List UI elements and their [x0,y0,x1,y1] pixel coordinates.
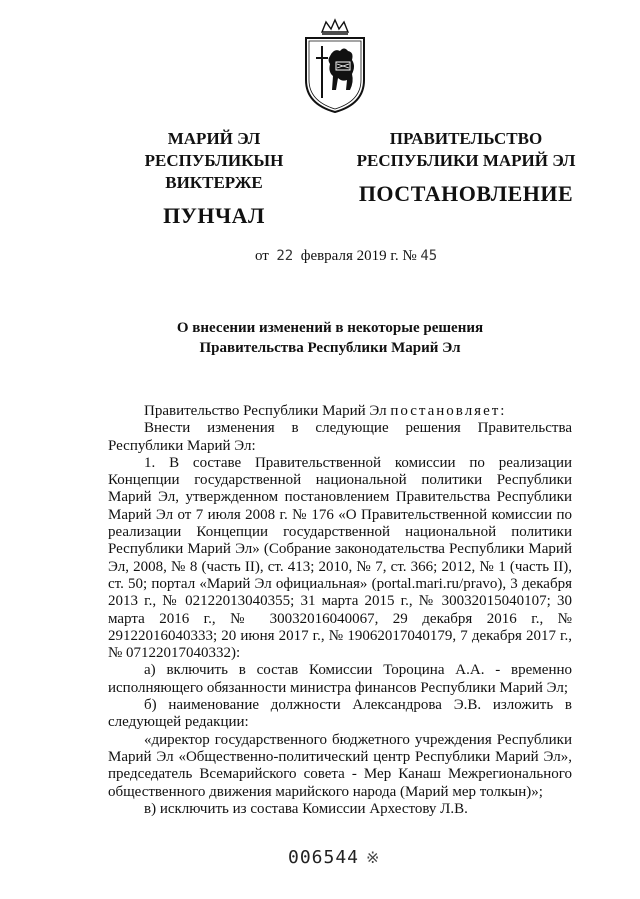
body-paragraph-5: «директор государственного бюджетного учреждения Республики Марий Эл «Общественно-политический центр Республики Марий Эл», председатель Всемарийского совета - Мер Канаш Межрегионального общественного движения марийского народа (Марий мер толкын)»; [108,731,572,800]
body-intro-text: Правительство Республики Марий Эл [144,403,391,419]
header-mari-line1: МАРИЙ ЭЛ РЕСПУБЛИКЫН [144,129,284,170]
header-russian-line1: ПРАВИТЕЛЬСТВО [389,129,543,148]
date-month-year: февраля 2019 г. № [300,248,417,264]
body-paragraph-4: б) наименование должности Александрова Э.В. изложить в следующей редакции: [108,697,572,731]
header-russian [352,128,580,208]
body-paragraph-1: Внести изменения в следующие решения Правительства Республики Марий Эл: [108,420,572,454]
body-paragraph-3: а) включить в состав Комиссии Тороцина А.А. - временно исполняющего обязанности министра финансов Республики Марий Эл; [108,662,572,696]
date-prefix: от [255,248,269,264]
document-title [160,318,500,358]
body-paragraph-6: в) исключить из состава Комиссии Архестову Л.В. [144,800,468,817]
body-intro [108,403,572,420]
title-line2: Правительства Республики Марий Эл [199,340,461,356]
document-number: 45 [420,248,438,264]
header-russian-line2: РЕСПУБЛИКИ МАРИЙ ЭЛ [356,151,576,170]
coat-of-arms-icon [300,18,370,116]
serial-mark-icon: ※ [366,850,380,867]
body-intro-resolves: постановляет: [390,403,507,419]
header-mari [98,128,330,230]
date-line [255,248,437,265]
header-russian-doc-type: ПОСТАНОВЛЕНИЕ [358,181,574,206]
serial-number: 006544 [288,847,360,868]
header-mari-line2: ВИКТЕРЖЕ [165,173,263,192]
header-mari-doc-type: ПУНЧАЛ [163,203,265,228]
document-body [108,403,572,818]
date-day: 22 [276,248,294,264]
title-line1: О внесении изменений в некоторые решения [176,320,484,336]
body-paragraph-2: 1. В составе Правительственной комиссии по реализации Концепции государственной национальной политики Республики Марий Эл, утвержденном постановлением Правительства Республики Марий Эл от 7 июля 2008 г. № 176 «О Правительственной комиссии по реализации Концепции государственной национальной политики Республики Марий Эл» (Собрание законодательства Республики Марий Эл, 2008, № 8 (часть II), ст. 413; 2010, № 7, ст. 366; 2012, № 1 (часть II), ст. 50; портал «Марий Эл официальная» (portal.mari.ru/pravo), 3 декабря 2013 г., № 02122013040355; 31 марта 2015 г., № 30032015040107; 30 марта 2016 г., № 30032016040067, 29 декабря 2016 г., № 29122016040333; 20 июня 2017 г., № 19062017040179, 7 декабря 2017 г., № 07122017040332): [108,454,572,662]
